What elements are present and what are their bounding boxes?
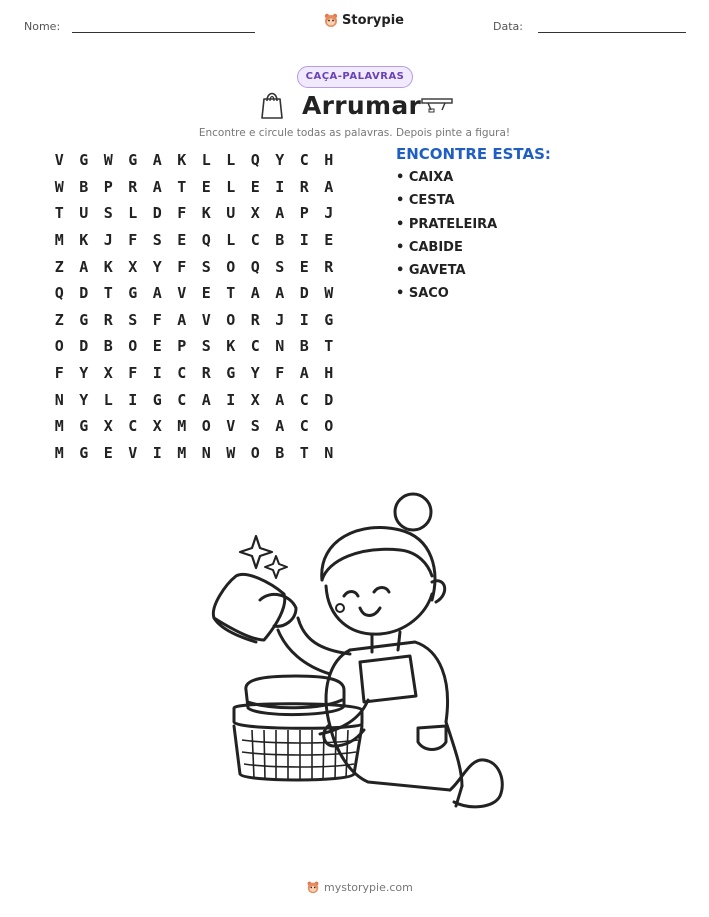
footer-url: mystorypie.com: [324, 880, 413, 894]
grid-row: [47, 200, 341, 227]
word-item: • CAIXA: [396, 170, 454, 185]
grid-row: [47, 333, 341, 360]
grid-letter: Q: [250, 257, 260, 276]
grid-letter: L: [201, 151, 211, 170]
word-list: [396, 170, 497, 310]
grid-letter: M: [54, 231, 64, 250]
grid-letter: F: [54, 364, 64, 383]
grid-row: [47, 386, 341, 413]
grid-letter: Q: [54, 284, 64, 303]
grid-letter: N: [54, 390, 64, 409]
word-item: • SACO: [396, 286, 449, 302]
grid-letter: S: [250, 417, 260, 436]
grid-letter: F: [275, 364, 285, 383]
grid-letter: S: [275, 257, 285, 276]
grid-letter: L: [226, 231, 236, 250]
grid-letter: S: [201, 337, 211, 356]
grid-letter: T: [324, 337, 334, 356]
storypie-logo: [323, 12, 404, 28]
grid-row: [47, 413, 341, 440]
grid-letter: G: [79, 417, 89, 436]
grid-letter: F: [152, 310, 162, 329]
grid-letter: C: [299, 417, 309, 436]
grid-letter: G: [128, 151, 138, 170]
grid-letter: R: [201, 364, 211, 383]
grid-letter: V: [54, 151, 64, 170]
grid-letter: O: [54, 337, 64, 356]
grid-letter: H: [324, 364, 334, 383]
grid-letter: A: [177, 310, 187, 329]
grid-letter: G: [226, 364, 236, 383]
grid-row: [47, 307, 341, 334]
grid-letter: C: [250, 337, 260, 356]
grid-letter: X: [128, 257, 138, 276]
grid-letter: F: [128, 364, 138, 383]
grid-letter: S: [128, 310, 138, 329]
grid-letter: F: [128, 231, 138, 250]
grid-letter: V: [177, 284, 187, 303]
grid-letter: K: [79, 231, 89, 250]
grid-letter: A: [152, 151, 162, 170]
grid-row: [47, 227, 341, 254]
grid-letter: N: [275, 337, 285, 356]
grid-letter: B: [275, 443, 285, 462]
grid-letter: I: [275, 177, 285, 196]
word-item: • CESTA: [396, 193, 455, 209]
grid-letter: I: [299, 231, 309, 250]
grid-letter: U: [79, 204, 89, 223]
grid-row: [47, 360, 341, 387]
grid-letter: O: [250, 443, 260, 462]
grid-letter: T: [177, 177, 187, 196]
grid-letter: Y: [79, 390, 89, 409]
grid-letter: J: [103, 231, 113, 250]
grid-letter: Z: [54, 310, 64, 329]
grid-letter: O: [226, 257, 236, 276]
grid-letter: Z: [54, 257, 64, 276]
grid-letter: Y: [79, 364, 89, 383]
grid-letter: I: [128, 390, 138, 409]
grid-letter: F: [177, 204, 187, 223]
grid-letter: D: [79, 337, 89, 356]
grid-letter: T: [226, 284, 236, 303]
grid-letter: J: [275, 310, 285, 329]
grid-letter: I: [299, 310, 309, 329]
grid-letter: W: [54, 177, 64, 196]
grid-letter: C: [177, 390, 187, 409]
grid-letter: C: [299, 151, 309, 170]
grid-letter: T: [103, 284, 113, 303]
grid-letter: O: [201, 417, 211, 436]
grid-letter: X: [103, 364, 113, 383]
grid-letter: K: [177, 151, 187, 170]
grid-letter: D: [152, 204, 162, 223]
grid-letter: R: [128, 177, 138, 196]
grid-letter: I: [226, 390, 236, 409]
grid-letter: B: [103, 337, 113, 356]
grid-letter: A: [275, 204, 285, 223]
grid-letter: E: [250, 177, 260, 196]
word-search-grid: [47, 147, 341, 466]
grid-letter: X: [250, 204, 260, 223]
grid-letter: L: [226, 151, 236, 170]
grid-letter: Q: [250, 151, 260, 170]
grid-letter: W: [226, 443, 236, 462]
grid-letter: I: [152, 364, 162, 383]
grid-letter: A: [324, 177, 334, 196]
grid-letter: T: [54, 204, 64, 223]
footer: [306, 880, 413, 894]
grid-letter: C: [250, 231, 260, 250]
grid-letter: R: [103, 310, 113, 329]
shelf-icon: [420, 96, 454, 114]
grid-letter: Y: [152, 257, 162, 276]
word-item: • CABIDE: [396, 239, 463, 255]
grid-letter: G: [79, 151, 89, 170]
grid-row: [47, 253, 341, 280]
grid-letter: K: [201, 204, 211, 223]
grid-letter: P: [177, 337, 187, 356]
grid-letter: N: [201, 443, 211, 462]
word-item: • GAVETA: [396, 263, 466, 279]
grid-row: [47, 174, 341, 201]
grid-letter: I: [152, 443, 162, 462]
grid-letter: M: [177, 417, 187, 436]
grid-letter: E: [299, 257, 309, 276]
category-badge: CAÇA-PALAVRAS: [297, 66, 413, 88]
grid-letter: R: [250, 310, 260, 329]
grid-letter: A: [275, 390, 285, 409]
mascot-icon: [306, 880, 320, 894]
mascot-icon: [323, 12, 339, 28]
grid-letter: H: [324, 151, 334, 170]
grid-letter: C: [128, 417, 138, 436]
grid-letter: W: [103, 151, 113, 170]
brand-name: Storypie: [342, 12, 404, 28]
name-line: [72, 32, 255, 33]
grid-letter: V: [201, 310, 211, 329]
grid-letter: B: [275, 231, 285, 250]
grid-letter: D: [324, 390, 334, 409]
shopping-bag-icon: [258, 88, 286, 120]
grid-row: [47, 147, 341, 174]
grid-letter: O: [226, 310, 236, 329]
grid-letter: T: [299, 443, 309, 462]
grid-letter: M: [177, 443, 187, 462]
grid-letter: R: [299, 177, 309, 196]
grid-letter: P: [103, 177, 113, 196]
grid-letter: G: [152, 390, 162, 409]
grid-letter: S: [152, 231, 162, 250]
grid-letter: B: [79, 177, 89, 196]
grid-letter: K: [226, 337, 236, 356]
word-item: • PRATELEIRA: [396, 216, 498, 232]
grid-letter: E: [201, 284, 211, 303]
grid-letter: C: [299, 390, 309, 409]
word-list-title: ENCONTRE ESTAS:: [396, 145, 551, 163]
grid-letter: A: [275, 417, 285, 436]
grid-letter: L: [128, 204, 138, 223]
grid-letter: U: [226, 204, 236, 223]
grid-letter: G: [79, 310, 89, 329]
grid-letter: S: [103, 204, 113, 223]
date-line: [538, 32, 686, 33]
grid-row: [47, 280, 341, 307]
grid-letter: O: [324, 417, 334, 436]
grid-letter: W: [324, 284, 334, 303]
grid-letter: A: [250, 284, 260, 303]
grid-letter: B: [299, 337, 309, 356]
name-label: Nome:: [24, 20, 61, 33]
grid-letter: V: [128, 443, 138, 462]
grid-letter: G: [128, 284, 138, 303]
grid-letter: L: [103, 390, 113, 409]
grid-letter: E: [152, 337, 162, 356]
grid-letter: E: [201, 177, 211, 196]
grid-letter: F: [177, 257, 187, 276]
grid-letter: Q: [201, 231, 211, 250]
coloring-illustration: [200, 490, 520, 820]
page-title: Arrumar: [302, 91, 422, 120]
grid-letter: M: [54, 443, 64, 462]
grid-row: [47, 440, 341, 467]
grid-letter: P: [299, 204, 309, 223]
grid-letter: E: [324, 231, 334, 250]
grid-letter: O: [128, 337, 138, 356]
grid-letter: G: [324, 310, 334, 329]
grid-letter: X: [250, 390, 260, 409]
grid-letter: M: [54, 417, 64, 436]
grid-letter: A: [152, 284, 162, 303]
grid-letter: K: [103, 257, 113, 276]
grid-letter: X: [152, 417, 162, 436]
grid-letter: V: [226, 417, 236, 436]
grid-letter: R: [324, 257, 334, 276]
grid-letter: E: [177, 231, 187, 250]
instructions: Encontre e circule todas as palavras. Depois pinte a figura!: [198, 127, 511, 139]
grid-letter: J: [324, 204, 334, 223]
grid-letter: D: [79, 284, 89, 303]
grid-letter: X: [103, 417, 113, 436]
grid-letter: E: [103, 443, 113, 462]
grid-letter: L: [226, 177, 236, 196]
grid-letter: C: [177, 364, 187, 383]
grid-letter: D: [299, 284, 309, 303]
grid-letter: A: [299, 364, 309, 383]
grid-letter: S: [201, 257, 211, 276]
grid-letter: Y: [275, 151, 285, 170]
date-label: Data:: [493, 20, 523, 33]
grid-letter: A: [275, 284, 285, 303]
grid-letter: N: [324, 443, 334, 462]
grid-letter: A: [79, 257, 89, 276]
grid-letter: Y: [250, 364, 260, 383]
grid-letter: G: [79, 443, 89, 462]
grid-letter: A: [201, 390, 211, 409]
grid-letter: A: [152, 177, 162, 196]
